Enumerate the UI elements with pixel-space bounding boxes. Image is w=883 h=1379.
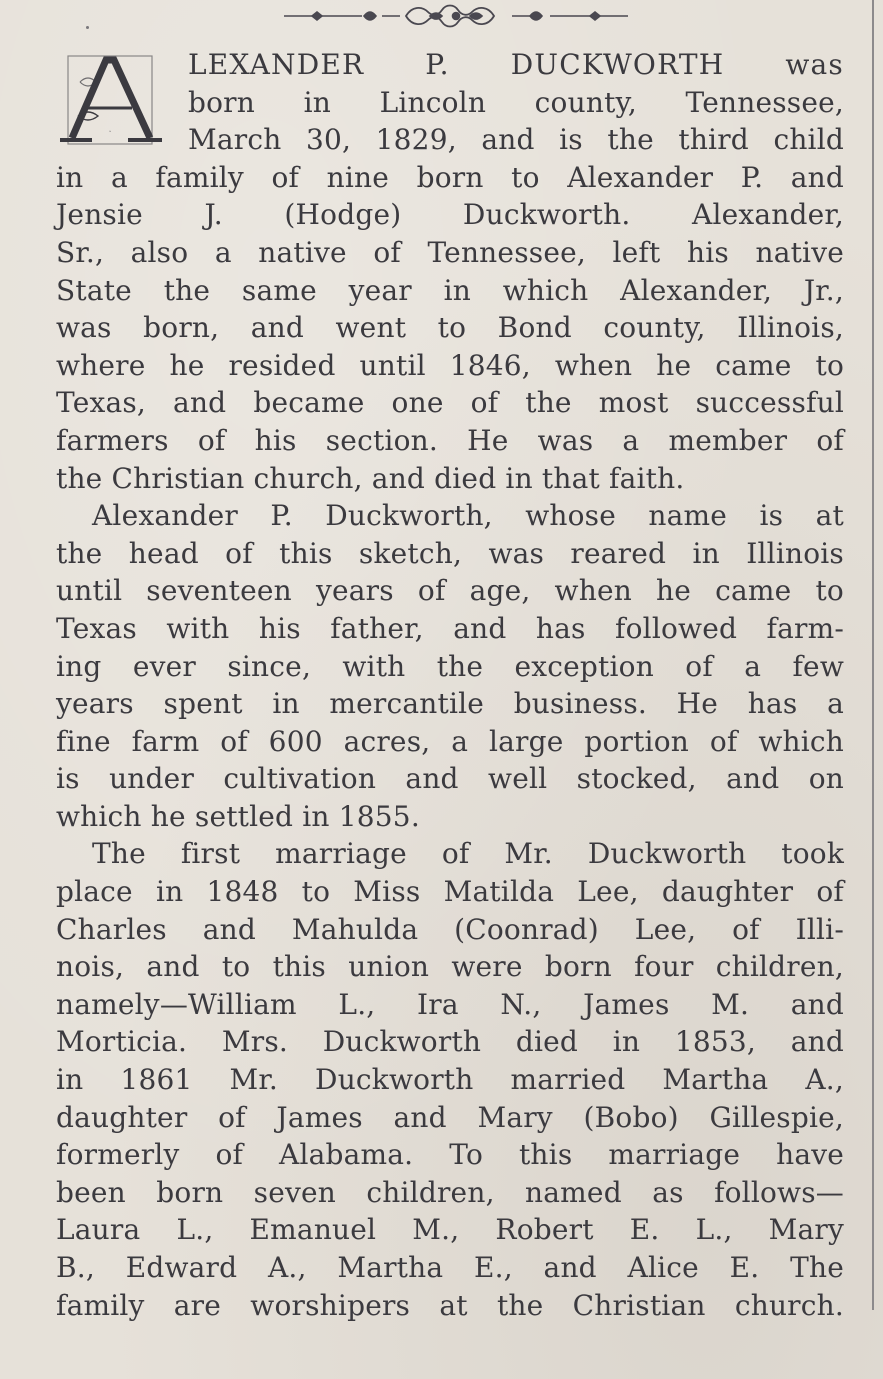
text-line: namely—William L., Ira N., James M. and xyxy=(56,987,844,1021)
text-line: Texas with his father, and has followed farm- xyxy=(56,611,844,645)
text-line: fine farm of 600 acres, a large portion of which xyxy=(56,724,844,758)
text-line: Charles and Mahulda (Coonrad) Lee, of Illi- xyxy=(56,912,844,946)
print-speck xyxy=(86,26,89,29)
text-line: which he settled in 1855. xyxy=(56,799,420,833)
column-rule xyxy=(872,0,874,1310)
text-line: is under cultivation and well stocked, and on xyxy=(56,762,844,796)
text-line: daughter of James and Mary (Bobo) Gillespie, xyxy=(56,1100,844,1134)
text-line: the Christian church, and died in that faith. xyxy=(56,461,685,495)
text-line: was born, and went to Bond county, Illinois, xyxy=(56,311,844,345)
text-line: farmers of his section. He was a member of xyxy=(56,423,844,457)
text-line: Morticia. Mrs. Duckworth died in 1853, and xyxy=(56,1025,844,1059)
text-line: in a family of nine born to Alexander P. and xyxy=(56,160,844,194)
text-line: Laura L., Emanuel M., Robert E. L., Mary xyxy=(56,1213,844,1247)
text-line: The first marriage of Mr. Duckworth took xyxy=(92,837,844,871)
text-line: in 1861 Mr. Duckworth married Martha A., xyxy=(56,1063,844,1097)
text-line: March 30, 1829, and is the third child xyxy=(188,123,844,157)
text-line: place in 1848 to Miss Matilda Lee, daughter of xyxy=(56,875,844,909)
text-line: born in Lincoln county, Tennessee, xyxy=(188,85,844,119)
text-line: where he resided until 1846, when he came to xyxy=(56,348,844,382)
biographical-sketch xyxy=(56,46,844,1324)
ornamental-divider xyxy=(282,2,630,32)
text-line: until seventeen years of age, when he came to xyxy=(56,574,844,608)
text-line: State the same year in which Alexander, Jr., xyxy=(56,273,844,307)
text-line: been born seven children, named as follows— xyxy=(56,1175,844,1209)
text-line: Texas, and became one of the most successful xyxy=(56,386,844,420)
text-line: B., Edward A., Martha E., and Alice E. The xyxy=(56,1251,844,1284)
text-line: nois, and to this union were born four children, xyxy=(56,950,844,984)
text-line: the head of this sketch, was reared in Illinois xyxy=(56,536,844,570)
text-line: years spent in mercantile business. He has a xyxy=(56,687,844,721)
text-line: formerly of Alabama. To this marriage have xyxy=(56,1138,844,1172)
text-line: ing ever since, with the exception of a few xyxy=(56,649,844,683)
text-line: LEXANDER P. DUCKWORTH was xyxy=(188,48,844,81)
text-line: Alexander P. Duckworth, whose name is at xyxy=(92,499,844,533)
text-line: Sr., also a native of Tennessee, left his native xyxy=(56,235,844,269)
svg-text:A: A xyxy=(109,131,111,133)
text-line: Jensie J. (Hodge) Duckworth. Alexander, xyxy=(56,198,844,232)
text-line: family are worshipers at the Christian church. xyxy=(56,1288,844,1322)
